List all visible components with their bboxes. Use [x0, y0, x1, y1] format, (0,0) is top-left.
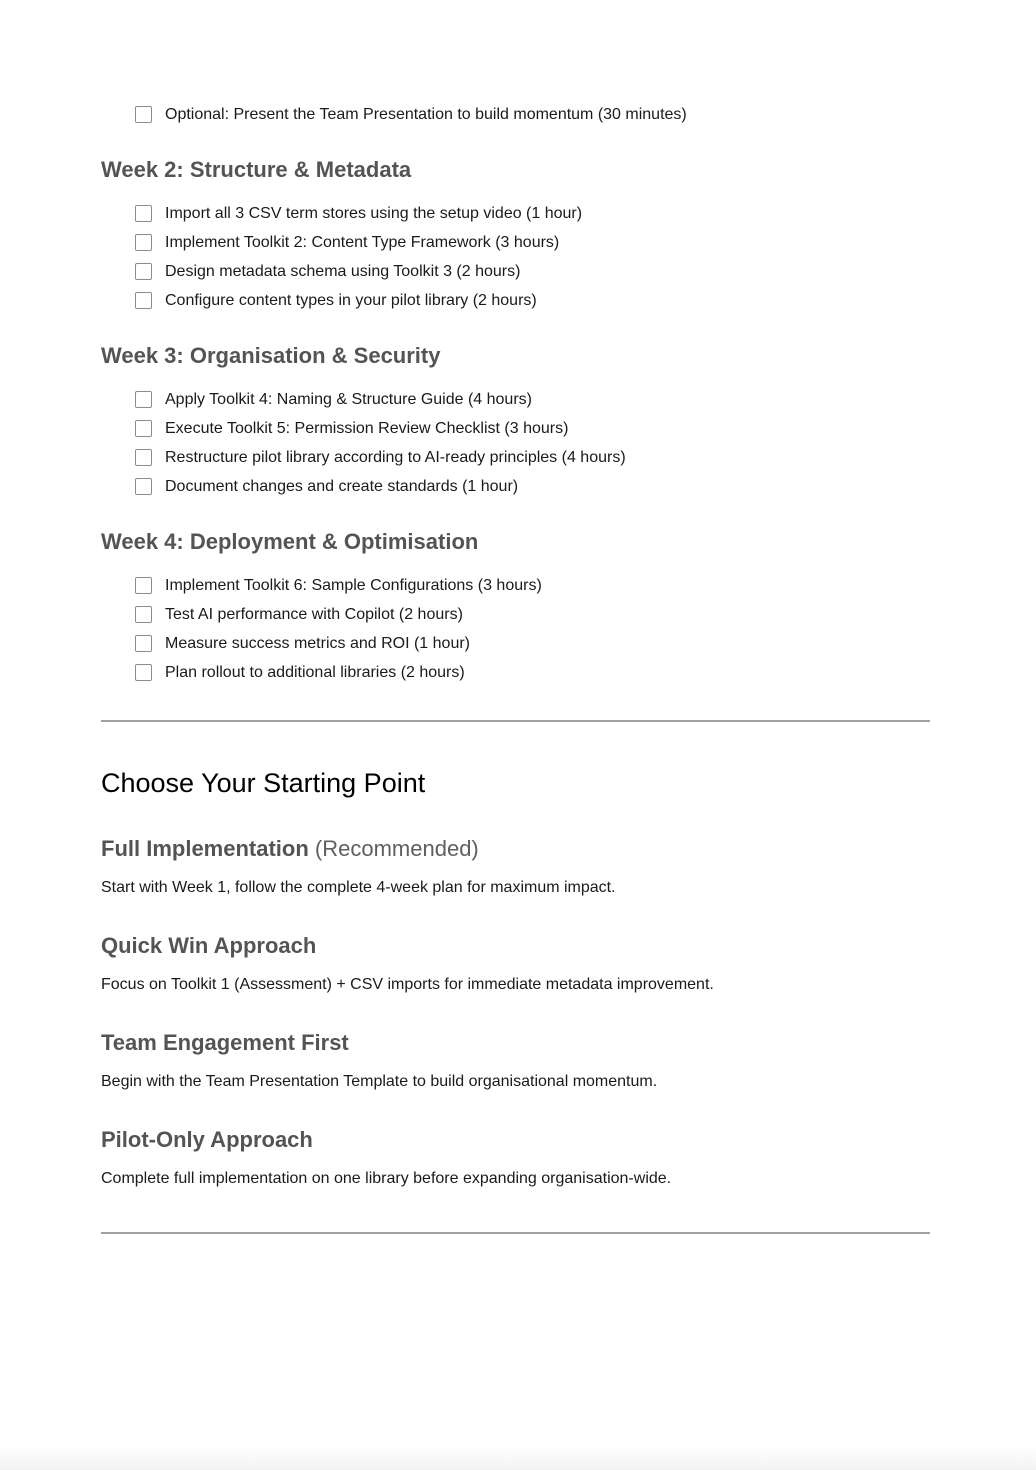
checklist-item[interactable]: [135, 228, 930, 257]
week-3-checklist: [101, 385, 930, 501]
week-4-heading: Week 4: Deployment & Optimisation: [101, 529, 479, 554]
checklist-item-label: Restructure pilot library according to AI-ready principles (4 hours): [165, 449, 626, 466]
checklist-item[interactable]: [135, 257, 930, 286]
starting-point-title: Choose Your Starting Point: [101, 768, 426, 798]
checkbox-unchecked-icon[interactable]: [135, 391, 152, 408]
checklist-item-label: Optional: Present the Team Presentation to build momentum (30 minutes): [165, 106, 687, 123]
checklist-item-label: Implement Toolkit 2: Content Type Framework (3 hours): [165, 234, 560, 251]
checkbox-unchecked-icon[interactable]: [135, 234, 152, 251]
horizontal-divider: [101, 1232, 930, 1234]
checklist-item[interactable]: [135, 600, 930, 629]
page-bottom-fade: [0, 1444, 1036, 1470]
checkbox-unchecked-icon[interactable]: [135, 292, 152, 309]
checklist-item-label: Test AI performance with Copilot (2 hours): [165, 606, 463, 623]
option-name: Pilot-Only Approach: [101, 1127, 313, 1152]
checklist-item[interactable]: [135, 629, 930, 658]
checklist-item[interactable]: [135, 385, 930, 414]
week1-remaining-checklist: [101, 100, 930, 129]
checklist-item-label: Document changes and create standards (1 hour): [165, 478, 519, 495]
option-name: Full Implementation: [101, 836, 309, 861]
checkbox-unchecked-icon[interactable]: [135, 420, 152, 437]
option-heading-full-implementation: [101, 836, 930, 862]
checklist-item-label: Implement Toolkit 6: Sample Configurations (3 hours): [165, 577, 542, 594]
checklist-item[interactable]: [135, 199, 930, 228]
option-heading-team-engagement: [101, 1030, 930, 1056]
option-name: Team Engagement First: [101, 1030, 349, 1055]
option-heading-pilot-only: [101, 1127, 930, 1153]
horizontal-divider: [101, 720, 930, 722]
option-description: Complete full implementation on one library before expanding organisation-wide.: [101, 1170, 672, 1187]
option-name: Quick Win Approach: [101, 933, 317, 958]
checkbox-unchecked-icon[interactable]: [135, 449, 152, 466]
checklist-item-label: Apply Toolkit 4: Naming & Structure Guide (4 hours): [165, 391, 532, 408]
checklist-item-label: Execute Toolkit 5: Permission Review Checklist (3 hours): [165, 420, 569, 437]
checkbox-unchecked-icon[interactable]: [135, 205, 152, 222]
week-2-checklist: [101, 199, 930, 315]
checklist-item[interactable]: [135, 443, 930, 472]
checkbox-unchecked-icon[interactable]: [135, 478, 152, 495]
option-suffix: (Recommended): [308, 836, 479, 861]
option-description: Begin with the Team Presentation Template to build organisational momentum.: [101, 1073, 658, 1090]
option-description: Start with Week 1, follow the complete 4-week plan for maximum impact.: [101, 879, 616, 896]
checklist-item[interactable]: [135, 414, 930, 443]
checklist-item[interactable]: [135, 571, 930, 600]
week-4-checklist: [101, 571, 930, 687]
checklist-item[interactable]: [135, 658, 930, 687]
checklist-item[interactable]: [135, 286, 930, 315]
checkbox-unchecked-icon[interactable]: [135, 577, 152, 594]
checkbox-unchecked-icon[interactable]: [135, 635, 152, 652]
option-description: Focus on Toolkit 1 (Assessment) + CSV imports for immediate metadata improvement.: [101, 976, 714, 993]
checklist-item-label: Configure content types in your pilot library (2 hours): [165, 292, 537, 309]
week-3-heading: Week 3: Organisation & Security: [101, 343, 441, 368]
option-heading-quick-win: [101, 933, 930, 959]
checklist-item-label: Plan rollout to additional libraries (2 hours): [165, 664, 465, 681]
checkbox-unchecked-icon[interactable]: [135, 263, 152, 280]
checklist-item[interactable]: [135, 472, 930, 501]
checklist-item-label: Design metadata schema using Toolkit 3 (2 hours): [165, 263, 521, 280]
checkbox-unchecked-icon[interactable]: [135, 606, 152, 623]
checklist-item[interactable]: [135, 100, 930, 129]
checkbox-unchecked-icon[interactable]: [135, 664, 152, 681]
checkbox-unchecked-icon[interactable]: [135, 106, 152, 123]
week-2-heading: Week 2: Structure & Metadata: [101, 157, 412, 182]
checklist-item-label: Import all 3 CSV term stores using the setup video (1 hour): [165, 205, 583, 222]
checklist-item-label: Measure success metrics and ROI (1 hour): [165, 635, 470, 652]
document-page: [0, 100, 1036, 1234]
